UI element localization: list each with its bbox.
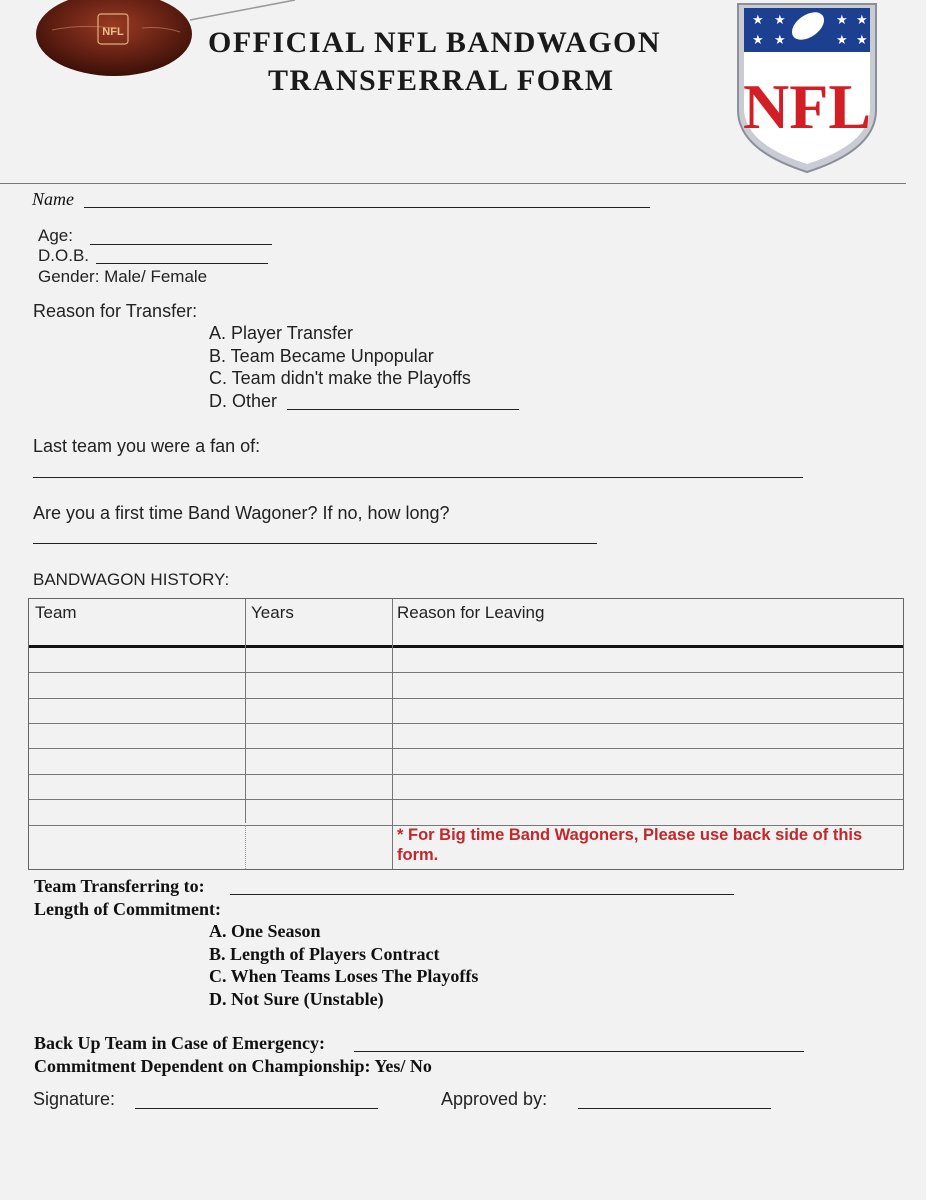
last-team-field[interactable] xyxy=(33,477,803,478)
reason-label: Reason for Transfer: xyxy=(33,301,198,321)
table-row[interactable] xyxy=(29,799,903,800)
nfl-shield-logo xyxy=(732,0,882,174)
table-row[interactable] xyxy=(29,723,903,724)
back-side-note: * For Big time Band Wagoners, Please use back side of this form. xyxy=(397,826,863,864)
length-label: Length of Commitment: xyxy=(34,899,221,919)
svg-text:★: ★ xyxy=(836,33,848,48)
col-divider-1-dotted xyxy=(245,825,246,869)
length-option-c[interactable]: C. When Teams Loses The Playoffs xyxy=(209,966,479,986)
age-field[interactable] xyxy=(90,244,272,245)
reason-option-a[interactable]: A. Player Transfer xyxy=(209,323,354,343)
history-table xyxy=(28,598,904,870)
championship-dependent-label: Commitment Dependent on Championship: Yes/ No xyxy=(34,1056,432,1076)
svg-text:★: ★ xyxy=(856,13,868,28)
col-reason-leaving: Reason for Leaving xyxy=(397,603,545,622)
dob-label: D.O.B. xyxy=(38,246,90,265)
header-rule xyxy=(29,645,903,648)
svg-text:★: ★ xyxy=(774,13,786,28)
svg-text:★: ★ xyxy=(774,33,786,48)
col-team: Team xyxy=(35,603,77,622)
table-row[interactable] xyxy=(29,672,903,673)
form-title-line1: OFFICIAL NFL BANDWAGON xyxy=(208,26,662,59)
transferring-field[interactable] xyxy=(230,894,734,895)
reason-other-field[interactable] xyxy=(287,409,519,410)
shield-logo-text: NFL xyxy=(743,71,871,142)
history-label: BANDWAGON HISTORY: xyxy=(33,570,230,589)
approved-by-field[interactable] xyxy=(578,1108,771,1109)
table-row[interactable] xyxy=(29,748,903,749)
table-row[interactable] xyxy=(29,774,903,775)
reason-option-c[interactable]: C. Team didn't make the Playoffs xyxy=(209,368,471,388)
reason-option-b[interactable]: B. Team Became Unpopular xyxy=(209,346,434,366)
first-time-field[interactable] xyxy=(33,543,597,544)
svg-text:★: ★ xyxy=(856,33,868,48)
length-option-d[interactable]: D. Not Sure (Unstable) xyxy=(209,989,384,1009)
backup-team-label: Back Up Team in Case of Emergency: xyxy=(34,1033,325,1053)
gender-label: Gender: Male/ Female xyxy=(38,267,208,286)
signature-label: Signature: xyxy=(33,1089,116,1109)
header-divider xyxy=(0,183,906,184)
length-option-a[interactable]: A. One Season xyxy=(209,921,321,941)
dob-field[interactable] xyxy=(96,263,268,264)
name-field[interactable] xyxy=(84,207,650,208)
col-divider-2 xyxy=(392,599,393,869)
reason-option-d[interactable]: D. Other xyxy=(209,391,278,411)
last-team-label: Last team you were a fan of: xyxy=(33,436,261,456)
transferring-label: Team Transferring to: xyxy=(34,876,205,896)
approved-by-label: Approved by: xyxy=(441,1089,548,1109)
col-divider-1 xyxy=(245,599,246,823)
first-time-label: Are you a first time Band Wagoner? If no, how long? xyxy=(33,503,450,523)
football-logo-text: NFL xyxy=(102,26,124,38)
table-row[interactable] xyxy=(29,698,903,699)
length-option-b[interactable]: B. Length of Players Contract xyxy=(209,944,440,964)
age-label: Age: xyxy=(38,226,73,245)
signature-field[interactable] xyxy=(135,1108,378,1109)
football-icon xyxy=(22,0,202,84)
name-label: Name xyxy=(32,189,74,209)
col-years: Years xyxy=(251,603,294,622)
backup-team-field[interactable] xyxy=(354,1051,804,1052)
form-title-line2: TRANSFERRAL FORM xyxy=(268,64,615,97)
svg-text:★: ★ xyxy=(836,13,848,28)
svg-text:★: ★ xyxy=(752,33,764,48)
svg-text:★: ★ xyxy=(752,13,764,28)
